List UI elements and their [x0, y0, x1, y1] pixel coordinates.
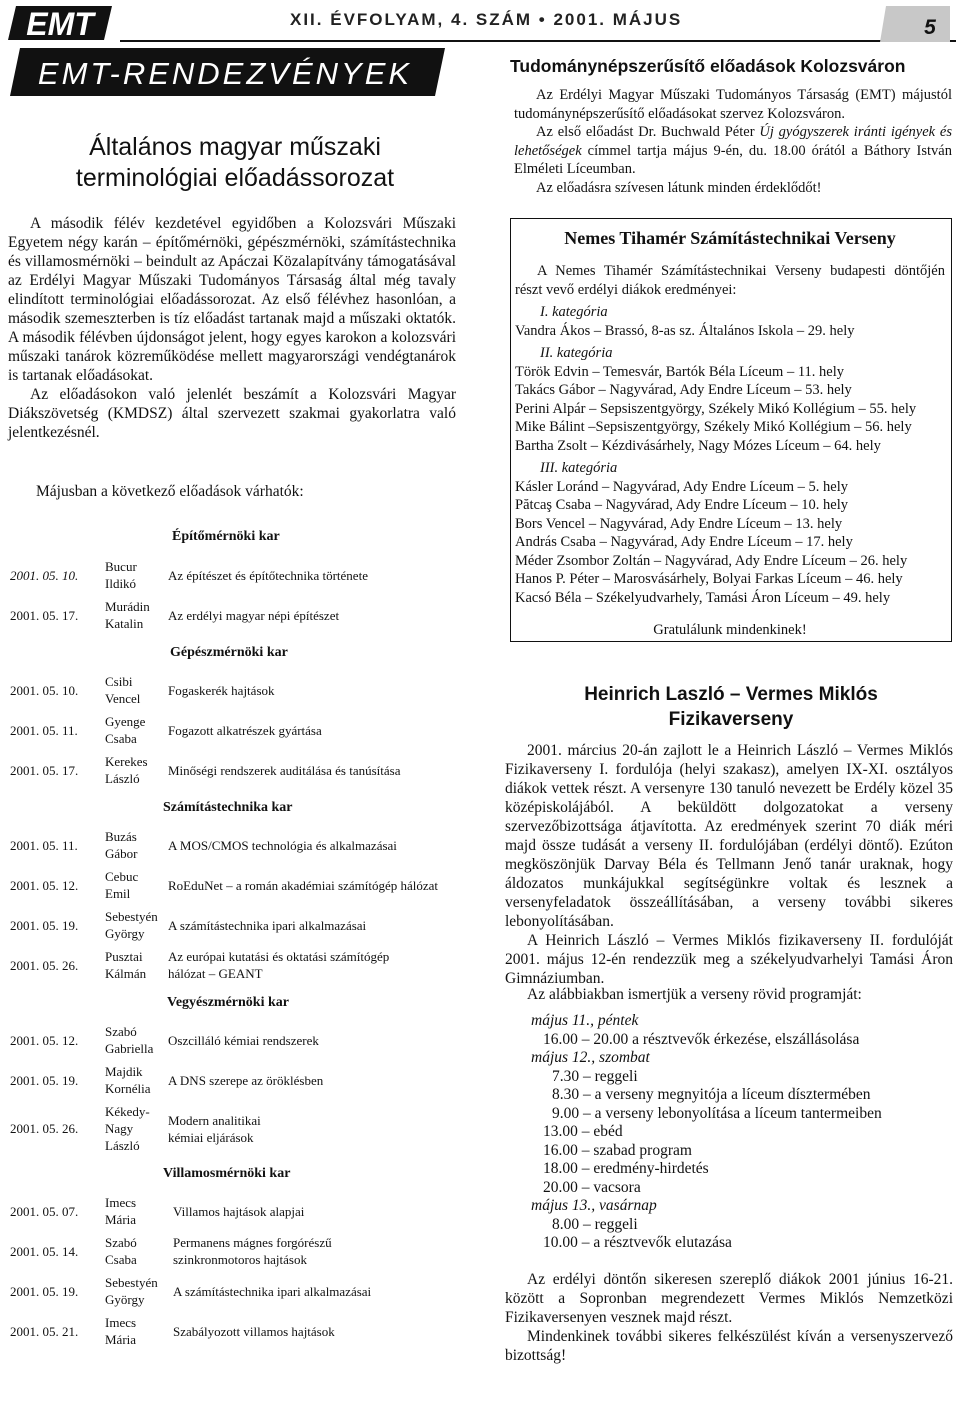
lecturer-name: Murádin Katalin	[105, 599, 150, 631]
article-intro	[8, 214, 456, 442]
program-item: 7.30 – reggeli	[552, 1067, 638, 1085]
lecture-topic: Az erdélyi magyar népi építészet	[168, 608, 340, 623]
lecture-date: 2001. 05. 07.	[10, 1204, 79, 1219]
lecture-topic: A DNS szerepe az öröklésben	[168, 1073, 324, 1088]
program-day: május 13., vasárnap	[531, 1197, 657, 1214]
section-heading: Vegyészmérnöki kar	[167, 995, 289, 1010]
lecture-topic: Az építészet és építőtechnika története	[168, 568, 368, 583]
lecture-date: 2001. 05. 10.	[10, 683, 79, 698]
heinrich-paragraph-2: A Heinrich László – Vermes Miklós fizikaverseny II. fordulóját 2001. május 12-én rendezzük meg a székelyudvarhelyi Tamási Áron Gimnáziumban.	[505, 932, 953, 987]
program-item: 9.00 – a verseny lebonyolítása a líceum tantermeiben	[552, 1104, 882, 1122]
heinrich-paragraph-5: Mindenkinek további sikeres felkészülést kíván a versenyszervező bizottság!	[505, 1328, 953, 1364]
lecturer-name: Csibi Vencel	[105, 674, 141, 706]
nemes-results	[515, 303, 945, 640]
result-item: Bors Vencel – Nagyvárad, Ady Endre Líceum – 13. hely	[515, 515, 843, 532]
heinrich-title-line1: Heinrich Laszló – Vermes Miklós	[584, 684, 878, 705]
nemes-title: Nemes Tihamér Számítástechnikai Verseny	[564, 228, 896, 248]
article-title-line2: terminológiai előadássorozat	[75, 164, 395, 192]
result-item: Vandra Ákos – Brassó, 8-as sz. Általános Iskola – 29. hely	[515, 322, 855, 339]
page-number: 5	[924, 16, 936, 39]
lecture-date: 2001. 05. 12.	[10, 878, 79, 893]
lecture-topic: Az európai kutatási és oktatási számítógép hálózat – GEANT	[168, 949, 390, 981]
program-intro: Az alábbiakban ismertjük a verseny rövid programját:	[527, 986, 862, 1003]
heinrich-text	[505, 741, 953, 988]
program-list	[527, 1012, 947, 1253]
heinrich-closing	[505, 1270, 953, 1365]
lecture-topic: Villamos hajtások alapjai	[173, 1204, 305, 1219]
lecturer-name: Gyenge Csaba	[105, 714, 146, 746]
lecture-topic: Oszcilláló kémiai rendszerek	[168, 1033, 319, 1048]
lecture-date: 2001. 05. 17.	[10, 763, 79, 778]
kolozsvar-heading: Tudománynépszerűsítő előadások Kolozsváron	[510, 56, 906, 76]
lecture-topic: A MOS/CMOS technológia és alkalmazásai	[168, 838, 397, 853]
lecture-date: 2001. 05. 19.	[10, 1073, 79, 1088]
lecture-topic: Fogazott alkatrészek gyártása	[168, 723, 322, 738]
result-item: Mike Bálint –Sepsiszentgyörgy, Székely Mikó Kollégium – 56. hely	[515, 419, 912, 435]
lecturer-name: Majdik Kornélia	[105, 1064, 151, 1096]
result-item: Török Edvin – Temesvár, Bartók Béla Líceum – 11. hely	[515, 363, 845, 380]
result-item: András Csaba – Nagyvárad, Ady Endre Líceum – 17. hely	[515, 534, 853, 550]
header-rule	[120, 40, 956, 42]
kolozsvar-p2-b: címmel tartja május 9-én, du. 18.00 órától a Báthory István Elméleti Líceumban.	[514, 142, 952, 177]
lecture-date: 2001. 05. 17.	[10, 608, 79, 623]
lecturer-name: Bucur Ildikó	[105, 559, 137, 591]
lecturer-name: Kerekes László	[105, 754, 148, 786]
lecture-topic: Fogaskerék hajtások	[168, 683, 275, 698]
intro-paragraph-1: A második félév kezdetével egyidőben a Kolozsvári Műszaki Egyetem négy karán – építőmérnöki, gépészmérnöki, számítástechnika és villamosmérnöki – beindult az Apáczai Közalapítvány támogatásával az Erdélyi Magyar Műszaki Tudományos Társaság által még tavaly elindított terminológiai előadássorozat. Az első félévhez hasonlóan, a második szemeszterben is tíz előadást tartanak majd a műszaki oktatók. A második félévben újdonságot jelent, hogy egyes karokon a kolozsvári műszaki tanárok közreműködése mellett magyarországi vendégtanárok is tartanak előadásokat.	[8, 215, 456, 384]
program-item: 16.00 – szabad program	[543, 1141, 692, 1159]
emt-logo	[8, 4, 114, 42]
category-label: III. kategória	[540, 460, 618, 476]
section-banner-text: EMT-RENDEZVÉNYEK	[37, 56, 413, 91]
program-item: 10.00 – a résztvevők elutazása	[543, 1234, 732, 1251]
result-item: Kásler Loránd – Nagyvárad, Ady Endre Líceum – 5. hely	[515, 478, 848, 495]
lecture-date: 2001. 05. 11.	[10, 723, 78, 738]
lecturer-name: Sebestyén György	[105, 1275, 158, 1307]
program-item: 8.30 – a verseny megnyitója a líceum dísztermében	[552, 1086, 871, 1103]
lecturer-name: Sebestyén György	[105, 909, 158, 941]
lecturer-name: Buzás Gábor	[105, 829, 138, 861]
lecture-topic: Permanens mágnes forgórészű szinkronmotoros hajtások	[173, 1235, 332, 1267]
result-item: Kacsó Béla – Székelyudvarhely, Tamási Áron Líceum – 49. hely	[515, 589, 891, 606]
result-item: Hanos P. Péter – Marosvásárhely, Bolyai Farkas Líceum – 46. hely	[515, 571, 903, 587]
program-item: 16.00 – 20.00 a résztvevők érkezése, elszállásolása	[543, 1030, 860, 1048]
lecture-date: 2001. 05. 19.	[10, 918, 79, 933]
nemes-intro	[515, 262, 945, 299]
lecturer-name: Szabó Gabriella	[105, 1024, 154, 1056]
heinrich-title-line2: Fizikaverseny	[668, 709, 794, 730]
lecturer-name: Pusztai Kálmán	[105, 949, 147, 981]
section-heading: Villamosmérnöki kar	[163, 1166, 291, 1181]
lecture-date: 2001. 05. 21.	[10, 1324, 79, 1339]
may-intro: Májusban a következő előadások várhatók:	[36, 483, 304, 500]
kolozsvar-paragraph-2	[514, 123, 952, 179]
lecture-date: 2001. 05. 26.	[10, 1121, 79, 1136]
nemes-intro-text: A Nemes Tihamér Számítástechnikai Verseny budapesti döntőjén részt vevő erdélyi diákok eredményei:	[515, 263, 945, 298]
kolozsvar-paragraph-3: Az előadásra szívesen látunk minden érdeklődőt!	[536, 179, 822, 196]
result-item: Perini Alpár – Sepsiszentgyörgy, Székely Mikó Kollégium – 55. hely	[515, 400, 917, 417]
lecture-date: 2001. 05. 11.	[10, 838, 78, 853]
result-item: Méder Zsombor Zoltán – Nagyvárad, Ady Endre Líceum – 26. hely	[515, 552, 908, 569]
lecture-date: 2001. 05. 10.	[10, 568, 79, 583]
lecture-topic: Modern analitikai kémiai eljárások	[168, 1113, 261, 1145]
lecture-topic: Minőségi rendszerek auditálása és tanúsítása	[168, 763, 401, 778]
lecture-title: Új gyógyszerek iránti igények és lehetőségek	[514, 124, 953, 159]
heinrich-paragraph-4: Az erdélyi döntőn sikeresen szereplő diákok 2001 június 16-21. között a Sopronban megrendezett Vermes Miklós Nemzetközi Fizikaversenyen vesznek majd részt.	[505, 1271, 953, 1326]
lecture-topic: RoEduNet – a román akadémiai számítógép hálózat	[168, 878, 439, 893]
heinrich-heading	[512, 682, 950, 732]
lecturer-name: Kékedy-Nagy László	[105, 1104, 150, 1153]
result-item: Takács Gábor – Nagyvárad, Ady Endre Líceum – 53. hely	[515, 382, 852, 398]
lecturer-name: Imecs Mária	[105, 1195, 137, 1227]
lecture-topic: Szabályozott villamos hajtások	[173, 1324, 335, 1339]
section-heading: Építőmérnöki kar	[172, 529, 280, 544]
issue-line: XII. ÉVFOLYAM, 4. SZÁM • 2001. MÁJUS	[290, 10, 683, 29]
kolozsvar-text	[514, 86, 952, 197]
lecturer-name: Imecs Mária	[105, 1315, 137, 1347]
lecture-date: 2001. 05. 26.	[10, 958, 79, 973]
lecture-date: 2001. 05. 12.	[10, 1033, 79, 1048]
article-title-line1: Általános magyar műszaki	[89, 133, 381, 161]
program-item: 13.00 – ebéd	[543, 1123, 623, 1140]
heinrich-paragraph-1: 2001. március 20-án zajlott le a Heinrich László – Vermes Miklós Fizikaverseny I. fordulója (helyi szakasz), amelyen IX-XI. osztályos diákok vettek részt. A versenyre 130 tanuló nevezett be Erdély közel 35 középiskolájából. A beküldött dolgozatokat a verseny szervezőbizottsága átjavította. Az eredmények szerint 70 diák méri majd össze tudását a verseny II. fordulójában (erdélyi döntő). Ezúton megköszönjük Darvay Béla és Tellmann Jenő tanár uraknak, hogy áldozatos munkájukkal segítségünkre voltak és lesznek a versenyfeladatok összeállításában, a verseny további sikeres lebonyolításában.	[505, 742, 953, 930]
section-banner	[10, 48, 445, 96]
result-item: Pătcaş Csaba – Nagyvárad, Ady Endre Líceum – 10. hely	[515, 497, 849, 513]
nemes-congrats: Gratulálunk mindenkinek!	[653, 622, 807, 638]
lecturer-name: Szabó Csaba	[105, 1235, 137, 1267]
program-item: 18.00 – eredmény-hirdetés	[543, 1160, 709, 1177]
program-item: 8.00 – reggeli	[552, 1215, 638, 1233]
logo-text: EMT	[26, 6, 94, 42]
lecture-topic: A számítástechnika ipari alkalmazásai	[168, 918, 367, 933]
category-label: II. kategória	[540, 345, 613, 361]
lecturer-name: Cebuc Emil	[105, 869, 139, 901]
program-item: 20.00 – vacsora	[543, 1178, 641, 1196]
lecture-date: 2001. 05. 14.	[10, 1244, 79, 1259]
page-number-badge	[880, 6, 950, 42]
category-label: I. kategória	[540, 304, 608, 320]
result-item: Bartha Zsolt – Kézdivásárhely, Nagy Mózes Líceum – 64. hely	[515, 437, 881, 454]
section-heading: Számítástechnika kar	[163, 800, 293, 815]
program-day: május 11., péntek	[531, 1012, 639, 1029]
program-day: május 12., szombat	[531, 1049, 650, 1066]
intro-paragraph-2: Az előadásokon való jelenlét beszámít a Kolozsvári Magyar Diákszövetség (KMDSZ) által szervezett szakmai gyakorlatra való jelentkezésnél.	[8, 386, 456, 441]
kolozsvar-paragraph-1: Az Erdélyi Magyar Műszaki Tudományos Társaság (EMT) májustól tudománynépszerűsítő előadásokat szervez Kolozsváron.	[514, 87, 952, 122]
lecture-date: 2001. 05. 19.	[10, 1284, 79, 1299]
section-heading: Gépészmérnöki kar	[170, 645, 288, 660]
article-title	[30, 132, 440, 194]
lecture-topic: A számítástechnika ipari alkalmazásai	[173, 1284, 372, 1299]
kolozsvar-p2-a: Az első előadást Dr. Buchwald Péter	[536, 124, 760, 140]
